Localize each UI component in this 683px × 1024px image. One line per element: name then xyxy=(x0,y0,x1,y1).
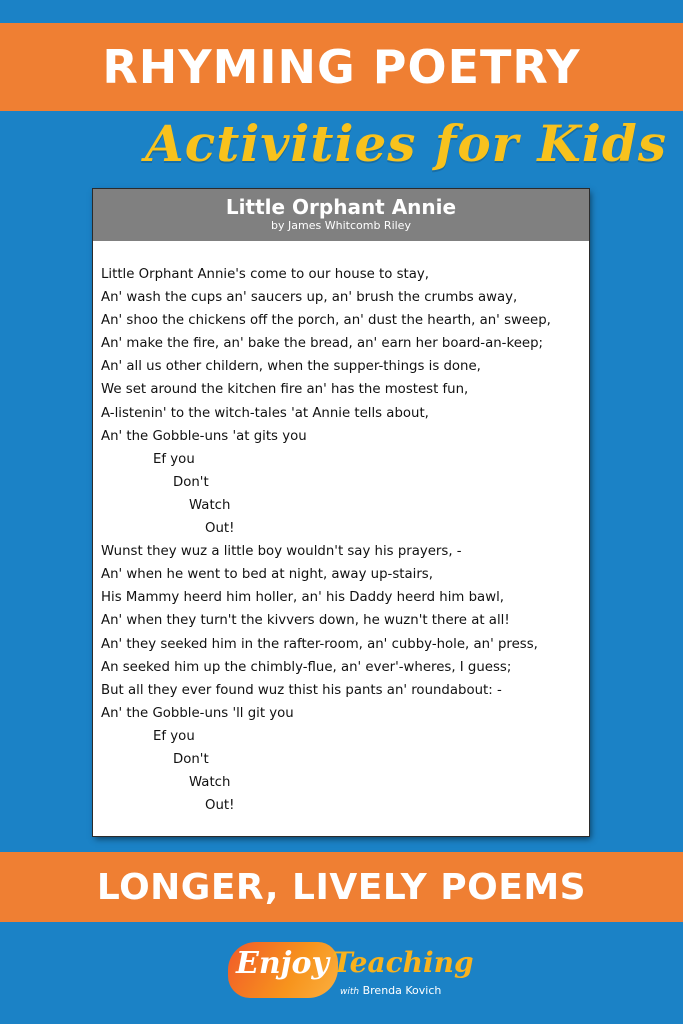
poem-line: But all they ever found wuz thist his pants an' roundabout: - xyxy=(101,682,502,698)
enjoy-teaching-logo xyxy=(228,940,474,1002)
logo-byline xyxy=(340,984,441,997)
poem-line: An' wash the cups an' saucers up, an' brush the crumbs away, xyxy=(101,290,518,306)
logo-with: with xyxy=(340,987,360,997)
poem-line: An seeked him up the chimbly-flue, an' ever'-wheres, I guess; xyxy=(101,659,512,675)
poem-line: His Mammy heerd him holler, an' his Daddy heerd him bawl, xyxy=(101,590,504,606)
poem-line: Wunst they wuz a little boy wouldn't say his prayers, - xyxy=(101,544,462,560)
poem-line: Ef you xyxy=(153,451,195,467)
footer-banner xyxy=(0,852,683,922)
poem-line: Don't xyxy=(173,751,209,767)
poem-line: Out! xyxy=(205,521,235,537)
poem-line: Watch xyxy=(189,497,231,513)
poem-line: An' when they turn't the kivvers down, he wuzn't there at all! xyxy=(101,613,510,629)
logo-word-teaching: Teaching xyxy=(332,946,474,979)
poem-line: An' shoo the chickens off the porch, an' dust the hearth, an' sweep, xyxy=(101,313,551,329)
poem-line: Little Orphant Annie's come to our house to stay, xyxy=(101,267,430,282)
poem-card xyxy=(93,189,589,836)
poem-author: by James Whitcomb Riley xyxy=(271,219,411,232)
poem-header xyxy=(93,189,589,241)
poem-line: A-listenin' to the witch-tales 'at Annie tells about, xyxy=(101,405,429,421)
logo-word-enjoy: Enjoy xyxy=(236,946,329,981)
poem-line: We set around the kitchen fire an' has the mostest fun, xyxy=(101,382,469,398)
poem-body xyxy=(93,241,589,817)
poem-line: Don't xyxy=(173,474,209,490)
logo-author-name: Brenda Kovich xyxy=(362,984,442,997)
poem-line: Watch xyxy=(189,775,231,791)
poem-title: Little Orphant Annie xyxy=(225,195,457,219)
poem-line: Out! xyxy=(205,798,235,814)
title-banner xyxy=(0,23,683,111)
poem-line: Ef you xyxy=(153,728,195,744)
poem-line: An' the Gobble-uns 'll git you xyxy=(101,705,294,721)
page-subtitle: Activities for Kids xyxy=(144,113,667,173)
page-title: RHYMING POETRY xyxy=(102,40,581,94)
poem-line: An' when he went to bed at night, away up-stairs, xyxy=(101,567,433,583)
poem-line: An' all us other childern, when the supper-things is done, xyxy=(101,359,481,375)
poem-line: An' they seeked him in the rafter-room, an' cubby-hole, an' press, xyxy=(101,636,538,652)
poem-line: An' the Gobble-uns 'at gits you xyxy=(101,428,307,444)
footer-banner-text: LONGER, LIVELY POEMS xyxy=(96,866,587,908)
poem-line: An' make the fire, an' bake the bread, an' earn her board-an-keep; xyxy=(101,336,543,352)
